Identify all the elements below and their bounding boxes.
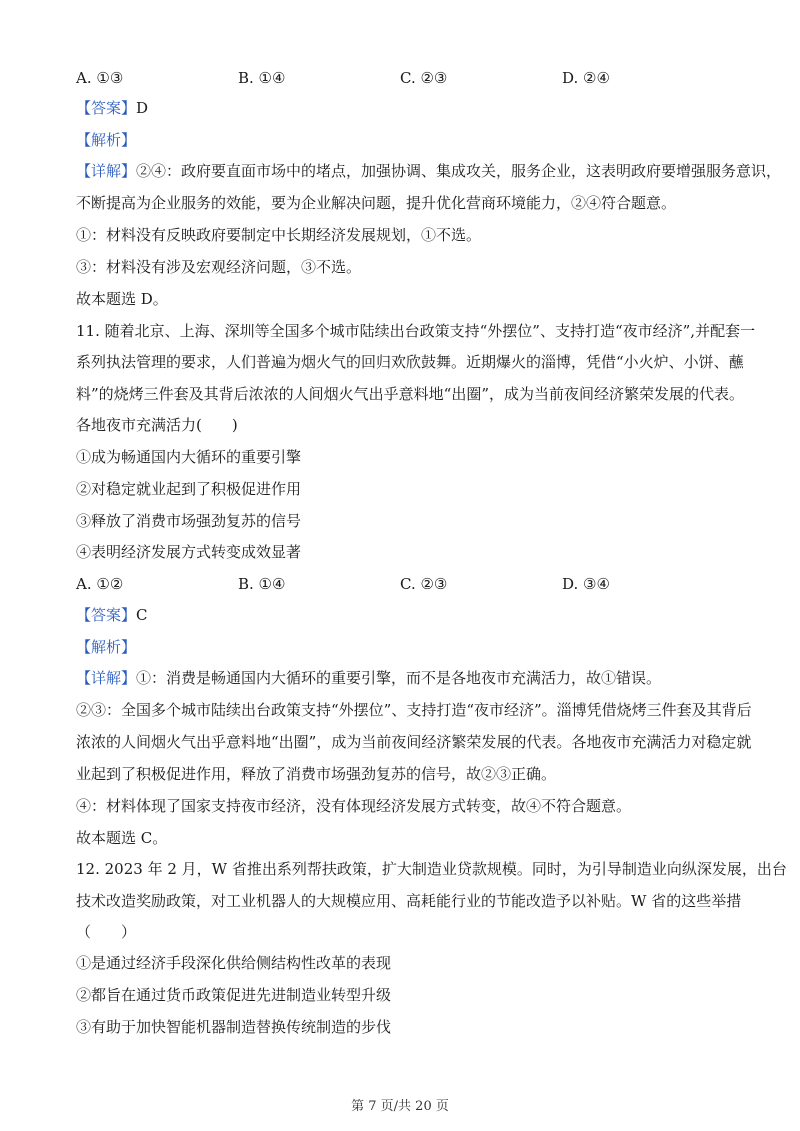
q12-stem-line-2: 技术改造奖励政策，对工业机器人的大规模应用、高耗能行业的节能改造予以补贴。W 省的这些举措 xyxy=(76,892,742,910)
q11-detail-text-1: ①：消费是畅通国内大循环的重要引擎，而不是各地夜市充满活力，故①错误。 xyxy=(136,669,662,687)
q11-detail-line-2: ②③：全国多个城市陆续出台政策支持“外摆位”、支持打造“夜市经济”。淄博凭借烧烤三件套及其背后 xyxy=(76,701,752,719)
q11-stem-line-2: 系列执法管理的要求，人们普遍为烟火气的回归欢欣鼓舞。近期爆火的淄博，凭借“小火炉、小饼、蘸 xyxy=(76,353,744,371)
q10-detail-line-3: ①：材料没有反映政府要制定中长期经济发展规划，①不选。 xyxy=(76,226,482,244)
q11-statement-2: ②对稳定就业起到了积极促进作用 xyxy=(76,480,302,498)
q11-answer-value: C xyxy=(136,606,148,624)
q11-stem-line-1: 11. 随着北京、上海、深圳等全国多个城市陆续出台政策支持“外摆位”、支持打造“夜市经济”,并配套一 xyxy=(76,322,756,340)
q11-option-b: B. ①④ xyxy=(238,575,286,593)
q11-answer xyxy=(76,605,148,625)
q10-option-c: C. ②③ xyxy=(400,69,448,87)
q12-stem-line-3: （ ） xyxy=(76,923,137,941)
q10-detail-line-4: ③：材料没有涉及宏观经济问题，③不选。 xyxy=(76,258,362,276)
q11-stem-line-3: 料”的烧烤三件套及其背后浓浓的人间烟火气出乎意料地“出圈”，成为当前夜间经济繁荣发展的代表。 xyxy=(76,385,745,403)
q11-detail-tag: 【详解】 xyxy=(76,669,137,687)
q12-statement-3: ③有助于加快智能机器制造替换传统制造的步伐 xyxy=(76,1018,392,1036)
q11-answer-tag: 【答案】 xyxy=(76,606,137,624)
q11-statement-3: ③释放了消费市场强劲复苏的信号 xyxy=(76,512,302,530)
q11-statement-4: ④表明经济发展方式转变成效显著 xyxy=(76,543,302,561)
q10-answer-tag: 【答案】 xyxy=(76,99,137,117)
q10-detail-line-1 xyxy=(76,161,781,181)
q11-conclusion: 故本题选 C。 xyxy=(76,829,168,847)
q11-detail-line-1 xyxy=(76,668,661,688)
q10-answer-value: D xyxy=(136,99,149,117)
q10-option-d: D. ②④ xyxy=(562,69,610,87)
q10-conclusion: 故本题选 D。 xyxy=(76,290,168,308)
q12-statement-2: ②都旨在通过货币政策促进先进制造业转型升级 xyxy=(76,986,392,1004)
q10-answer xyxy=(76,98,148,118)
q10-detail-line-2: 不断提高为企业服务的效能，要为企业解决问题，提升优化营商环境能力，②④符合题意。 xyxy=(76,194,677,212)
page-number: 第 7 页/共 20 页 xyxy=(351,1099,449,1114)
q12-stem-line-1: 12. 2023 年 2 月，W 省推出系列帮扶政策，扩大制造业贷款规模。同时，为引导制造业向纵深发展，出台 xyxy=(76,860,787,878)
q11-detail-line-5: ④：材料体现了国家支持夜市经济，没有体现经济发展方式转变，故④不符合题意。 xyxy=(76,797,632,815)
q11-detail-line-4: 业起到了积极促进作用，释放了消费市场强劲复苏的信号，故②③正确。 xyxy=(76,765,557,783)
q11-option-a: A. ①② xyxy=(76,575,124,593)
q11-analysis-tag: 【解析】 xyxy=(76,638,137,656)
q11-option-d: D. ③④ xyxy=(562,575,610,593)
q11-detail-line-3: 浓浓的人间烟火气出乎意料地“出圈”，成为当前夜间经济繁荣发展的代表。各地夜市充满活力对稳定就 xyxy=(76,733,752,751)
q10-option-b: B. ①④ xyxy=(238,69,286,87)
q12-statement-1: ①是通过经济手段深化供给侧结构性改革的表现 xyxy=(76,954,392,972)
q11-statement-1: ①成为畅通国内大循环的重要引擎 xyxy=(76,448,302,466)
q10-detail-text-1: ②④：政府要直面市场中的堵点，加强协调、集成攻关，服务企业，这表明政府要增强服务意识， xyxy=(136,162,782,180)
q10-detail-tag: 【详解】 xyxy=(76,162,137,180)
q10-option-a: A. ①③ xyxy=(76,69,124,87)
q11-stem-line-4: 各地夜市充满活力( ) xyxy=(76,416,238,434)
q10-analysis-tag: 【解析】 xyxy=(76,131,137,149)
q11-option-c: C. ②③ xyxy=(400,575,448,593)
